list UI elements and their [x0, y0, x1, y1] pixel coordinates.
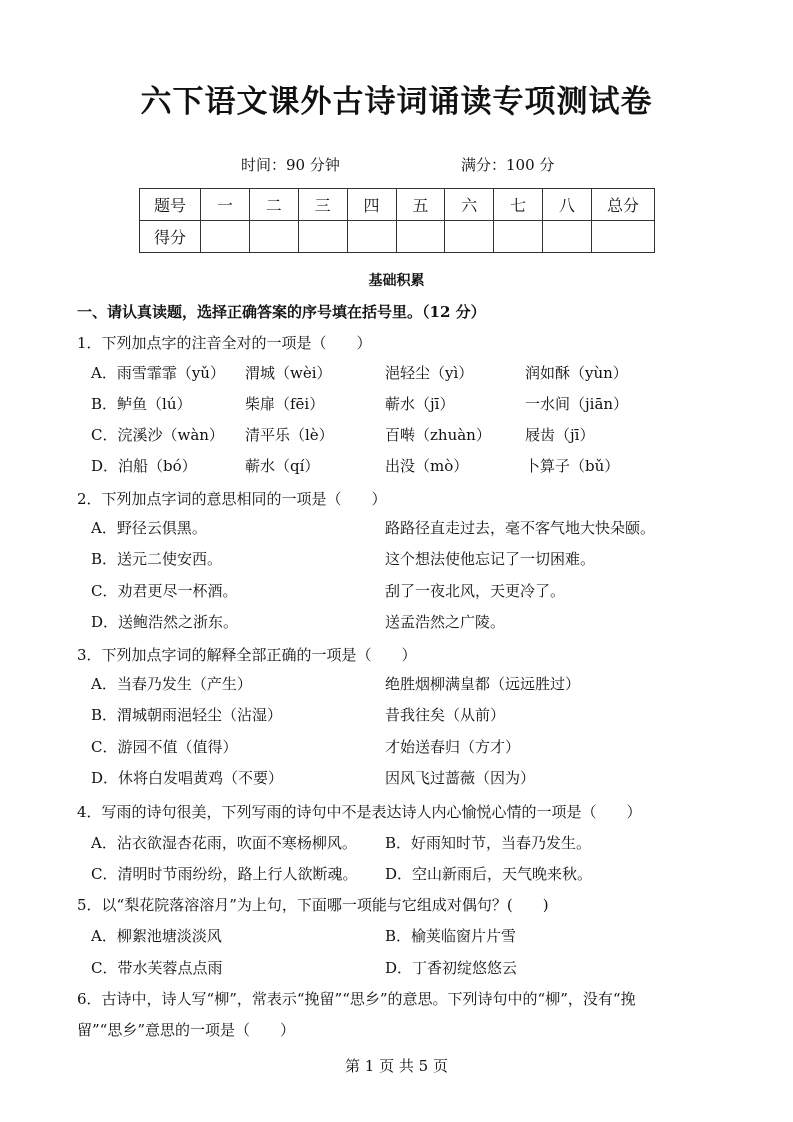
score-table-cell: 七 — [494, 189, 543, 221]
score-input-cell[interactable] — [445, 221, 494, 253]
full-score: 满分：100 分 — [461, 156, 555, 174]
score-table-cell: 五 — [396, 189, 445, 221]
score-table-cell: 四 — [347, 189, 396, 221]
score-table-cell: 二 — [249, 189, 298, 221]
option: C．游园不值（值得） — [91, 738, 238, 756]
score-table-cell: 六 — [445, 189, 494, 221]
option: B．渭城朝雨浥轻尘（沾湿） — [91, 706, 283, 724]
score-row-label: 得分 — [140, 221, 201, 253]
score-input-cell[interactable] — [592, 221, 655, 253]
option: B．榆荚临窗片片雪 — [385, 927, 517, 945]
option: 送孟浩然之广陵。 — [385, 613, 506, 631]
question-1-stem: 1．下列加点字的注音全对的一项是（ ） — [77, 334, 372, 352]
option: 浥轻尘（yì） — [385, 364, 474, 382]
option: A．柳絮池塘淡淡风 — [91, 927, 222, 945]
option: A．当春乃发生（产生） — [91, 675, 252, 693]
part-heading: 一、请认真读题，选择正确答案的序号填在括号里。（12 分） — [77, 303, 486, 321]
option: 清平乐（lè） — [245, 426, 334, 444]
score-input-cell[interactable] — [396, 221, 445, 253]
score-table-cell: 八 — [543, 189, 592, 221]
page-title: 六下语文课外古诗词诵读专项测试卷 — [140, 84, 653, 120]
option: B．送元二使安西。 — [91, 550, 223, 568]
option: D．泊船（bó） — [91, 457, 197, 475]
option: D．丁香初绽悠悠云 — [385, 959, 518, 977]
option: 润如酥（yùn） — [525, 364, 628, 382]
section-title: 基础积累 — [368, 273, 425, 289]
option: C．浣溪沙（wàn） — [91, 426, 224, 444]
score-table-cell: 总分 — [592, 189, 655, 221]
option: 蕲水（jī） — [385, 395, 455, 413]
option: 一水间（jiān） — [525, 395, 629, 413]
option: 昔我往矣（从前） — [385, 706, 506, 724]
score-input-cell[interactable] — [201, 221, 250, 253]
option: 柴扉（fēi） — [245, 395, 325, 413]
option: 这个想法使他忘记了一切困难。 — [385, 550, 596, 568]
option: 百啭（zhuàn） — [385, 426, 491, 444]
score-table-header-row — [140, 189, 655, 221]
score-input-cell[interactable] — [249, 221, 298, 253]
score-input-cell[interactable] — [347, 221, 396, 253]
score-table-score-row — [140, 221, 655, 253]
question-3-stem: 3．下列加点字词的解释全部正确的一项是（ ） — [77, 646, 417, 664]
question-6-stem: 6．古诗中，诗人写“柳”，常表示“挽留”“思乡”的意思。下列诗句中的“柳”，没有“挽 — [77, 990, 636, 1008]
page-footer: 第 1 页 共 5 页 — [345, 1057, 448, 1075]
option: A．沾衣欲湿杏花雨，吹面不寒杨柳风。 — [91, 834, 357, 852]
option: 卜算子（bǔ） — [525, 457, 620, 475]
option: D．空山新雨后，天气晚来秋。 — [385, 865, 593, 883]
score-table — [139, 188, 655, 253]
option: D．休将白发唱黄鸡（不要） — [91, 769, 284, 787]
option: B．好雨知时节，当春乃发生。 — [385, 834, 592, 852]
option: C．劝君更尽一杯酒。 — [91, 582, 238, 600]
option: 屐齿（jī） — [525, 426, 595, 444]
option: 渭城（wèi） — [245, 364, 332, 382]
question-4-stem: 4．写雨的诗句很美，下列写雨的诗句中不是表达诗人内心愉悦心情的一项是（ ） — [77, 803, 642, 821]
option: 绝胜烟柳满皇都（远远胜过） — [385, 675, 581, 693]
question-6-stem-continued: 留”“思乡”意思的一项是（ ） — [77, 1021, 296, 1039]
option: A．雨雪霏霏（yǔ） — [91, 364, 225, 382]
option: D．送鲍浩然之浙东。 — [91, 613, 239, 631]
option: 出没（mò） — [385, 457, 469, 475]
option: C．带水芙蓉点点雨 — [91, 959, 223, 977]
option: A．野径云俱黑。 — [91, 519, 207, 537]
score-table-cell: 三 — [298, 189, 347, 221]
score-table-cell: 一 — [201, 189, 250, 221]
option: 路路径直走过去，毫不客气地大快朵颐。 — [385, 519, 656, 537]
option: C．清明时节雨纷纷，路上行人欲断魂。 — [91, 865, 358, 883]
score-input-cell[interactable] — [494, 221, 543, 253]
question-2-stem: 2．下列加点字词的意思相同的一项是（ ） — [77, 490, 387, 508]
score-input-cell[interactable] — [543, 221, 592, 253]
score-input-cell[interactable] — [298, 221, 347, 253]
score-table-cell: 题号 — [140, 189, 201, 221]
option: 刮了一夜北风，天更冷了。 — [385, 582, 566, 600]
option: B．鲈鱼（lú） — [91, 395, 192, 413]
option: 因风飞过蔷薇（因为） — [385, 769, 536, 787]
exam-time: 时间：90 分钟 — [241, 156, 340, 174]
option: 才始送春归（方才） — [385, 738, 521, 756]
question-5-stem: 5．以“梨花院落溶溶月”为上句，下面哪一项能与它组成对偶句？( ) — [77, 896, 549, 914]
option: 蕲水（qí） — [245, 457, 320, 475]
